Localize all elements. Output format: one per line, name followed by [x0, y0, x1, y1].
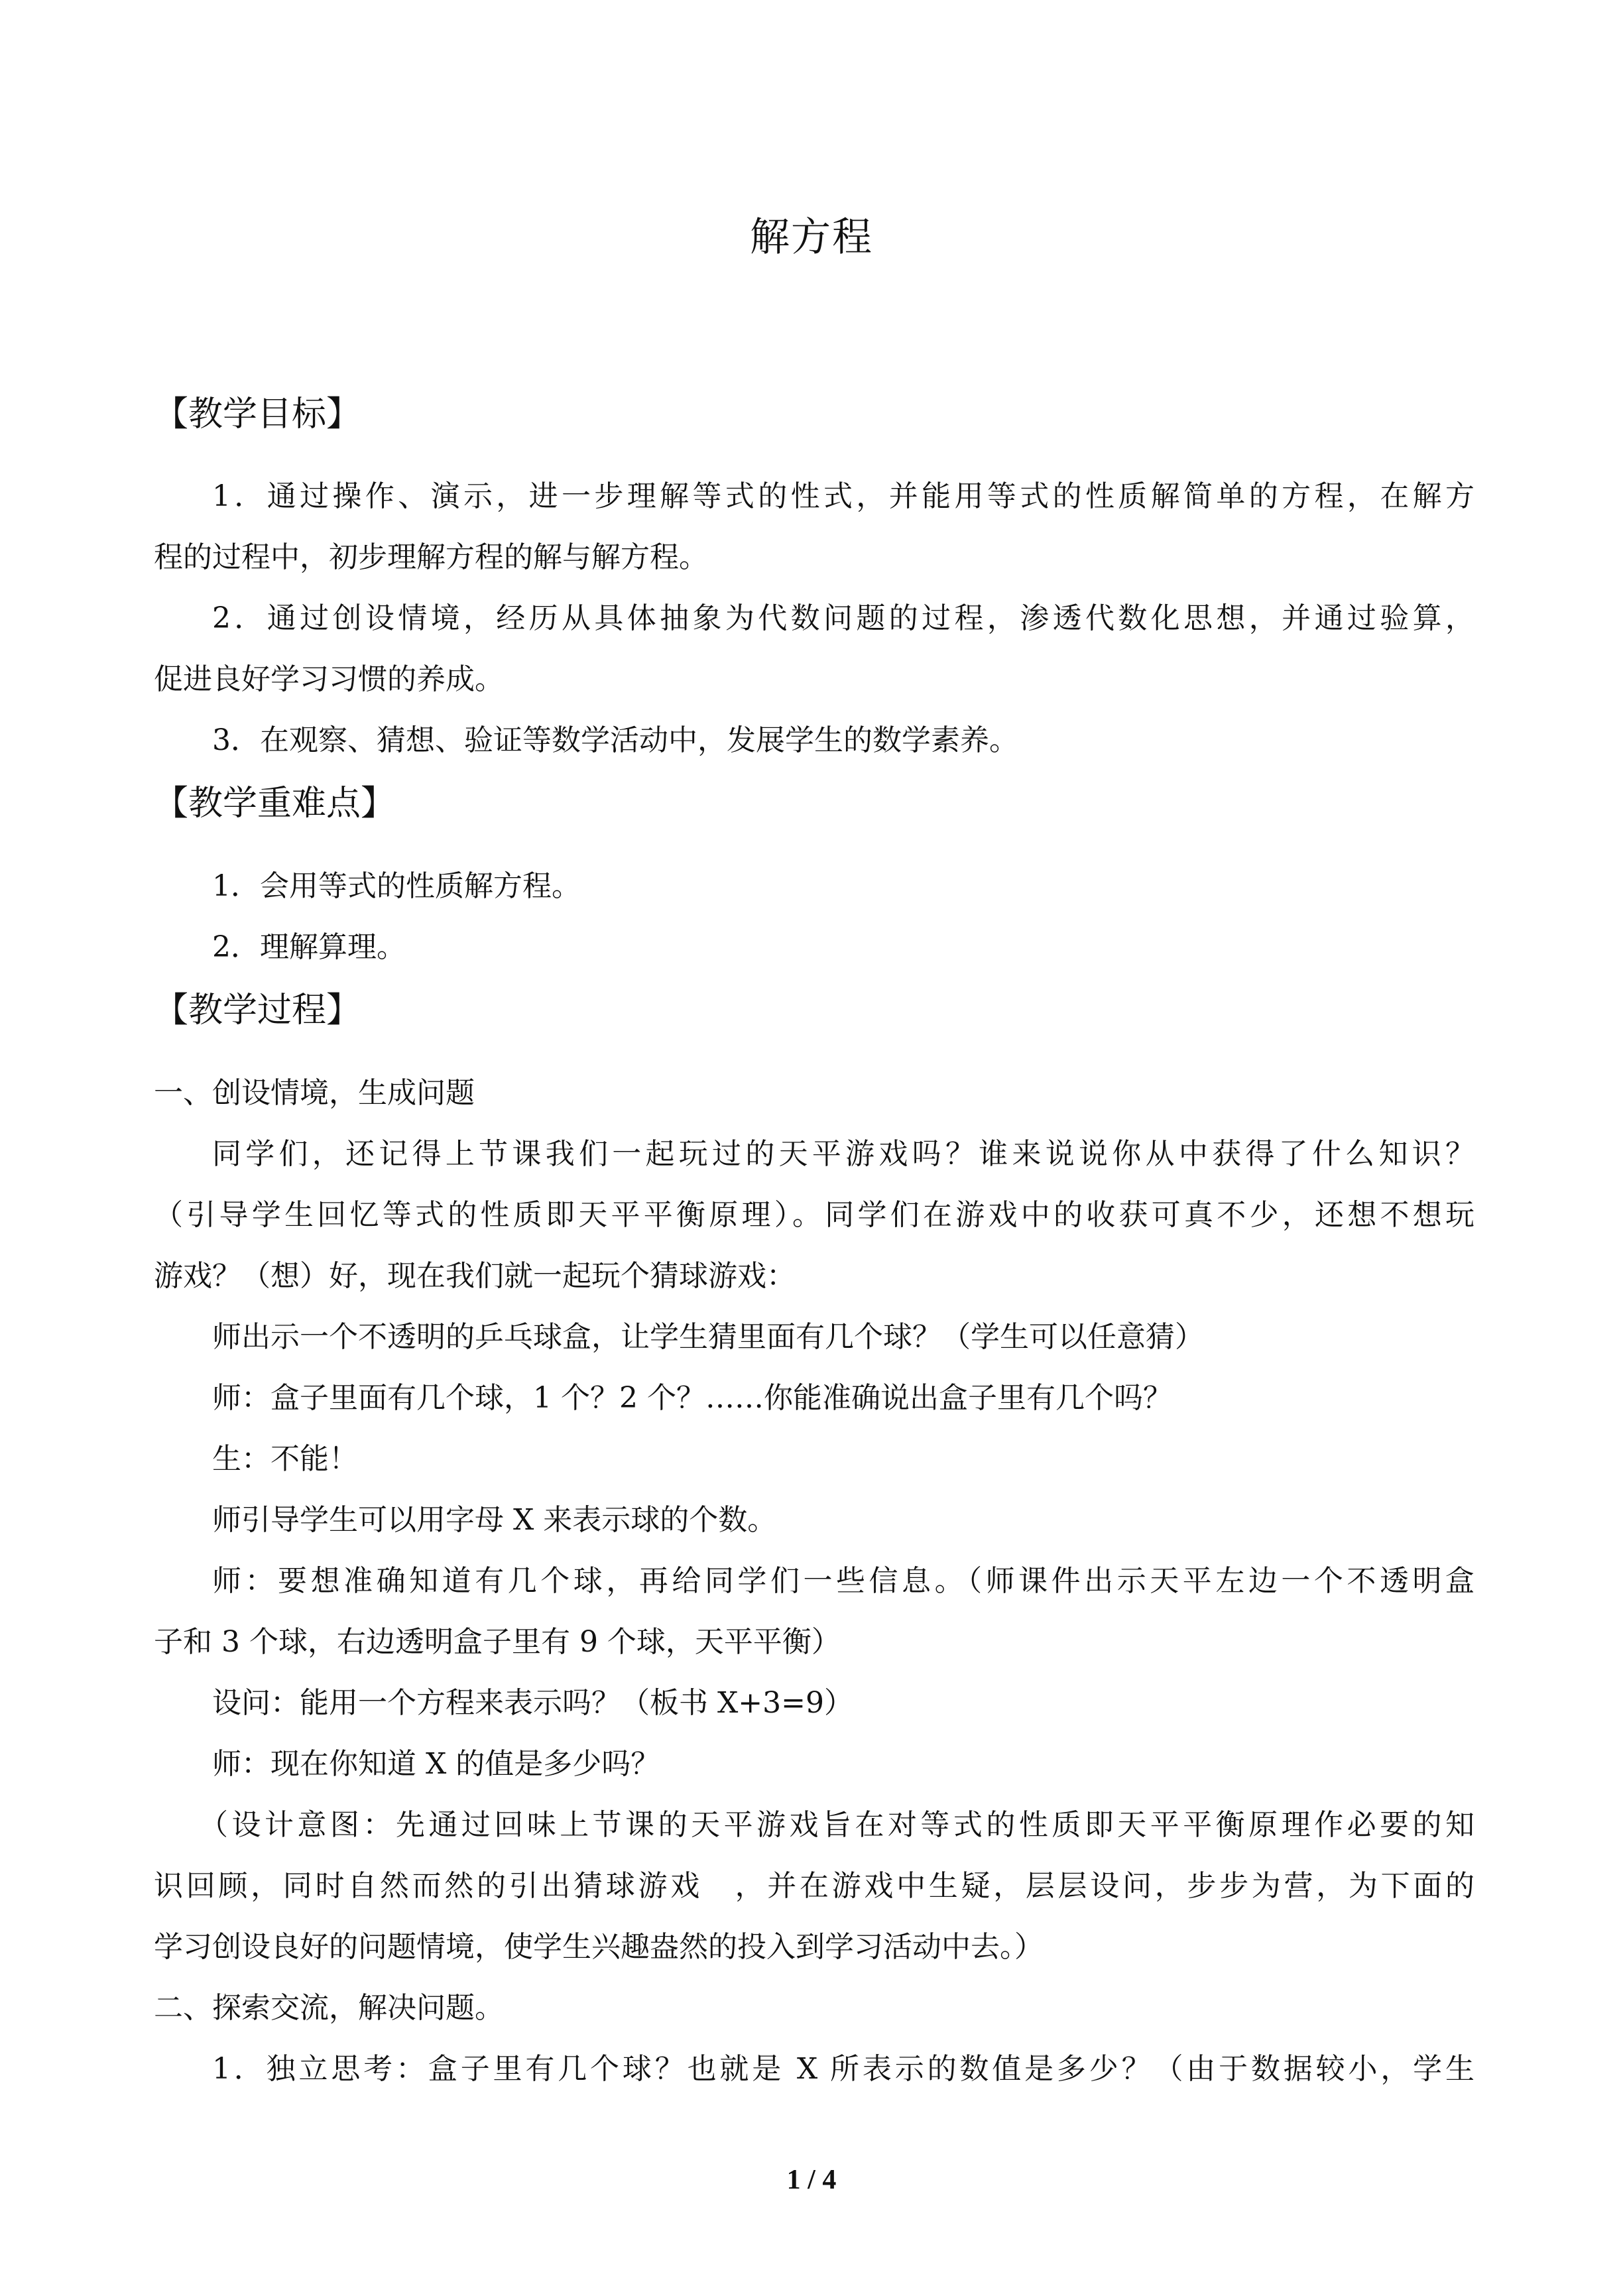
process-line: （设计意图：先通过回味上节课的天平游戏旨在对等式的性质即天平平衡原理作必要的知 [199, 1808, 1474, 1842]
process-line: 师引导学生可以用字母 X 来表示球的个数。 [212, 1503, 777, 1537]
process-line: 设问：能用一个方程来表示吗？（板书 X+3=9） [212, 1686, 854, 1720]
process-line: 学习创设良好的问题情境，使学生兴趣盎然的投入到学习活动中去。） [154, 1930, 1044, 1964]
section-heading-key-points: 【教学重难点】 [154, 784, 396, 823]
process-line: 同学们，还记得上节课我们一起玩过的天平游戏吗？谁来说说你从中获得了什么知识？ [212, 1137, 1474, 1171]
objective-line: 程的过程中，初步理解方程的解与解方程。 [154, 540, 708, 574]
page-title: 解方程 [750, 214, 873, 261]
process-line: 游戏？（想）好，现在我们就一起玩个猜球游戏： [154, 1259, 796, 1293]
key-point-line: 1．会用等式的性质解方程。 [212, 869, 581, 903]
process-line: 子和 3 个球，右边透明盒子里有 9 个球，天平平衡） [154, 1625, 841, 1659]
process-line: 1．独立思考：盒子里有几个球？也就是 X 所表示的数值是多少？（由于数据较小，学生 [212, 2052, 1474, 2086]
objective-line: 促进良好学习习惯的养成。 [154, 662, 504, 696]
process-line: 师：现在你知道 X 的值是多少吗？ [212, 1747, 660, 1781]
process-subheading: 一、创设情境，生成问题 [154, 1076, 475, 1110]
process-line: 师：盒子里面有几个球，1 个？2 个？……你能准确说出盒子里有几个吗？ [212, 1381, 1172, 1415]
objective-line: 2．通过创设情境，经历从具体抽象为代数问题的过程，渗透代数化思想，并通过验算， [212, 601, 1474, 635]
process-line: （引导学生回忆等式的性质即天平平衡原理）。同学们在游戏中的收获可真不少，还想不想玩 [154, 1198, 1474, 1232]
process-subheading: 二、探索交流，解决问题。 [154, 1991, 504, 2025]
objective-line: 1．通过操作、演示，进一步理解等式的性式，并能用等式的性质解简单的方程，在解方 [212, 479, 1474, 513]
objective-line: 3．在观察、猜想、验证等数学活动中，发展学生的数学素养。 [212, 723, 1018, 757]
process-line: 师出示一个不透明的乒乓球盒，让学生猜里面有几个球？（学生可以任意猜） [212, 1320, 1204, 1354]
process-line: 识回顾，同时自然而然的引出猜球游戏 ，并在游戏中生疑，层层设问，步步为营，为下面的 [154, 1869, 1474, 1903]
page-number: 1 / 4 [786, 2165, 837, 2195]
key-point-line: 2．理解算理。 [212, 930, 406, 964]
section-heading-process: 【教学过程】 [154, 991, 361, 1030]
process-line: 师：要想准确知道有几个球，再给同学们一些信息。（师课件出示天平左边一个不透明盒 [212, 1564, 1474, 1598]
process-line: 生：不能！ [212, 1442, 358, 1476]
section-heading-objectives: 【教学目标】 [154, 394, 361, 434]
